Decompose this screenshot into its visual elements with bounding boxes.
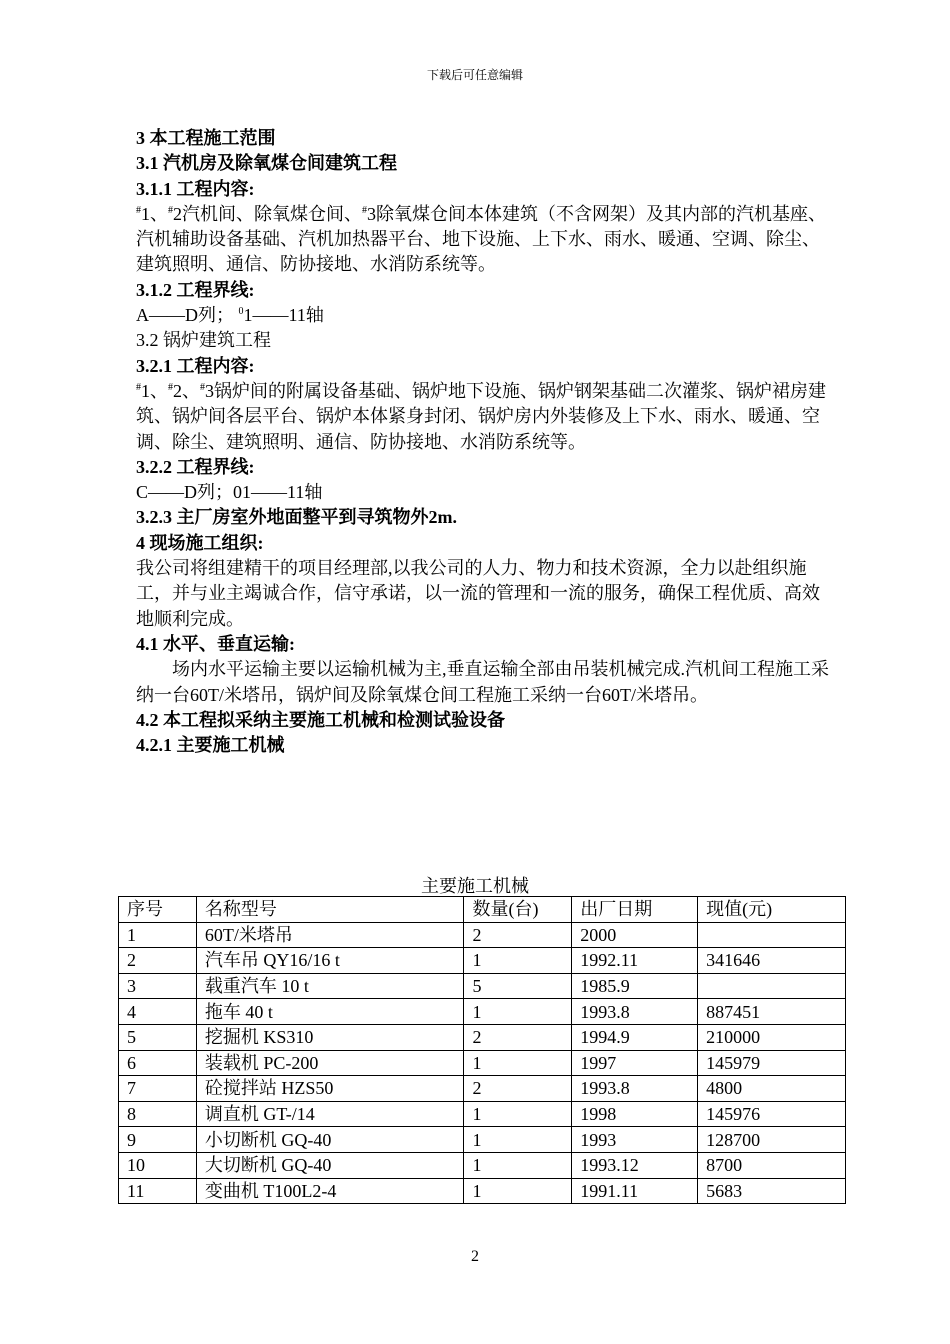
table-cell: 341646 [698, 948, 846, 974]
table-cell: 1 [464, 1050, 572, 1076]
table-cell: 145976 [698, 1101, 846, 1127]
table-cell: 9 [119, 1127, 197, 1153]
table-header-row [119, 897, 846, 923]
table-cell: 1992.11 [572, 948, 698, 974]
table-row [119, 1024, 846, 1050]
table-cell: 4 [119, 999, 197, 1025]
section-4-2-heading: 4.2 本工程拟采纳主要施工机械和检测试验设备 [136, 709, 505, 730]
table-cell: 1 [464, 1101, 572, 1127]
unit-mark: # [168, 204, 173, 216]
section-3-2-2-heading: 3.2.2 工程界线: [136, 456, 255, 477]
table-cell: 5683 [698, 1178, 846, 1204]
unit-mark: # [168, 381, 173, 393]
page-number: 2 [471, 1248, 479, 1265]
table-cell: 1993.8 [572, 1076, 698, 1102]
table-cell: 8700 [698, 1152, 846, 1178]
section-4-1-heading: 4.1 水平、垂直运输: [136, 633, 295, 654]
table-cell: 小切断机 GQ-40 [196, 1127, 464, 1153]
table-cell: 2 [464, 1024, 572, 1050]
table-row [119, 948, 846, 974]
table-cell: 1985.9 [572, 973, 698, 999]
table-row [119, 999, 846, 1025]
table-cell: 1 [464, 948, 572, 974]
header-cell: 数量(台) [464, 897, 572, 923]
page-header: 下载后可任意编辑 [426, 68, 523, 82]
table-cell: 7 [119, 1076, 197, 1102]
table-cell: 145979 [698, 1050, 846, 1076]
table-cell: 10 [119, 1152, 197, 1178]
document-body [136, 126, 836, 758]
table-cell: 载重汽车 10 t [196, 973, 464, 999]
table-cell: 2 [464, 1076, 572, 1102]
table-row [119, 973, 846, 999]
table-cell: 128700 [698, 1127, 846, 1153]
section-3-2-1-text: #1、#2、#3锅炉间的附属设备基础、锅炉地下设施、锅炉钢架基础二次灌浆、锅炉裙房建筑、锅炉间各层平台、锅炉本体紧身封闭、锅炉房内外装修及上下水、雨水、暖通、空调、除尘、建筑照明、通信、防协接地、水消防系统等。 [136, 380, 826, 452]
table-row [119, 1178, 846, 1204]
table-cell: 1991.11 [572, 1178, 698, 1204]
table-cell: 4800 [698, 1076, 846, 1102]
table-caption: 主要施工机械 [421, 876, 529, 896]
table-cell: 3 [119, 973, 197, 999]
table-cell: 60T/米塔吊 [196, 922, 464, 948]
table-cell: 11 [119, 1178, 197, 1204]
table-row [119, 1152, 846, 1178]
section-3-2-1-heading: 3.2.1 工程内容: [136, 355, 255, 376]
unit-mark: # [200, 381, 205, 393]
table-cell: 5 [464, 973, 572, 999]
header-cell: 序号 [119, 897, 197, 923]
table-cell: 2 [119, 948, 197, 974]
table-row [119, 1101, 846, 1127]
table-row [119, 922, 846, 948]
section-3-2-heading: 3.2 锅炉建筑工程 [136, 330, 271, 351]
table-cell: 1 [464, 999, 572, 1025]
equipment-table [118, 896, 846, 1204]
section-3-2-2-text: C——D列；01——11轴 [136, 482, 323, 503]
section-4-text: 我公司将组建精干的项目经理部,以我公司的人力、物力和技术资源，全力以赴组织施工，并与业主竭诚合作，信守承诺，以一流的管理和一流的服务，确保工程优质、高效地顺利完成。 [136, 558, 820, 629]
table-cell: 大切断机 GQ-40 [196, 1152, 464, 1178]
table-cell: 1 [119, 922, 197, 948]
unit-mark: # [362, 204, 367, 216]
table-cell: 887451 [698, 999, 846, 1025]
table-cell: 变曲机 T100L2-4 [196, 1178, 464, 1204]
section-3-1-1-text: #1、#2汽机间、除氧煤仓间、#3除氧煤仓间本体建筑（不含网架）及其内部的汽机基座、汽机辅助设备基础、汽机加热器平台、地下设施、上下水、雨水、暖通、空调、除尘、建筑照明、通信、防协接地、水消防系统等。 [136, 203, 826, 275]
table-body [119, 922, 846, 1204]
table-row [119, 1127, 846, 1153]
section-4-heading: 4 现场施工组织: [136, 532, 264, 553]
table-cell: 2000 [572, 922, 698, 948]
table-cell: 装载机 PC-200 [196, 1050, 464, 1076]
section-4-2-1-heading: 4.2.1 主要施工机械 [136, 735, 285, 756]
table-cell: 1 [464, 1152, 572, 1178]
table-cell: 210000 [698, 1024, 846, 1050]
table-cell: 6 [119, 1050, 197, 1076]
section-3-1-heading: 3.1 汽机房及除氧煤仓间建筑工程 [136, 153, 397, 174]
section-3-1-1-heading: 3.1.1 工程内容: [136, 178, 255, 199]
section-3-2-3-heading: 3.2.3 主厂房室外地面整平到寻筑物外2m. [136, 507, 457, 528]
header-cell: 出厂日期 [572, 897, 698, 923]
section-3-heading: 3 本工程施工范围 [136, 128, 276, 148]
table-cell: 1998 [572, 1101, 698, 1127]
section-3-1-2-text: A——D列； $^0$1——11轴 [136, 305, 324, 326]
table-cell: 1993.8 [572, 999, 698, 1025]
table-cell [698, 973, 846, 999]
table-cell: 1 [464, 1127, 572, 1153]
table-row [119, 1076, 846, 1102]
header-cell: 名称型号 [196, 897, 464, 923]
table-row [119, 1050, 846, 1076]
table-cell: 1993 [572, 1127, 698, 1153]
table-cell: 1993.12 [572, 1152, 698, 1178]
table-cell: 挖掘机 KS310 [196, 1024, 464, 1050]
unit-mark: # [136, 381, 141, 393]
unit-mark: # [136, 204, 141, 216]
table-cell: 调直机 GT-/14 [196, 1101, 464, 1127]
table-cell: 5 [119, 1024, 197, 1050]
table-cell: 1997 [572, 1050, 698, 1076]
table-cell: 汽车吊 QY16/16 t [196, 948, 464, 974]
header-cell: 现值(元) [698, 897, 846, 923]
section-3-1-2-heading: 3.1.2 工程界线: [136, 279, 255, 300]
table-cell: 2 [464, 922, 572, 948]
section-4-1-text: 场内水平运输主要以运输机械为主,垂直运输全部由吊装机械完成.汽机间工程施工采纳一台60T/米塔吊，锅炉间及除氧煤仓间工程施工采纳一台60T/米塔吊。 [136, 659, 829, 705]
table-cell [698, 922, 846, 948]
table-cell: 8 [119, 1101, 197, 1127]
table-cell: 1994.9 [572, 1024, 698, 1050]
table-cell: 拖车 40 t [196, 999, 464, 1025]
table-cell: 砼搅拌站 HZS50 [196, 1076, 464, 1102]
table-cell: 1 [464, 1178, 572, 1204]
